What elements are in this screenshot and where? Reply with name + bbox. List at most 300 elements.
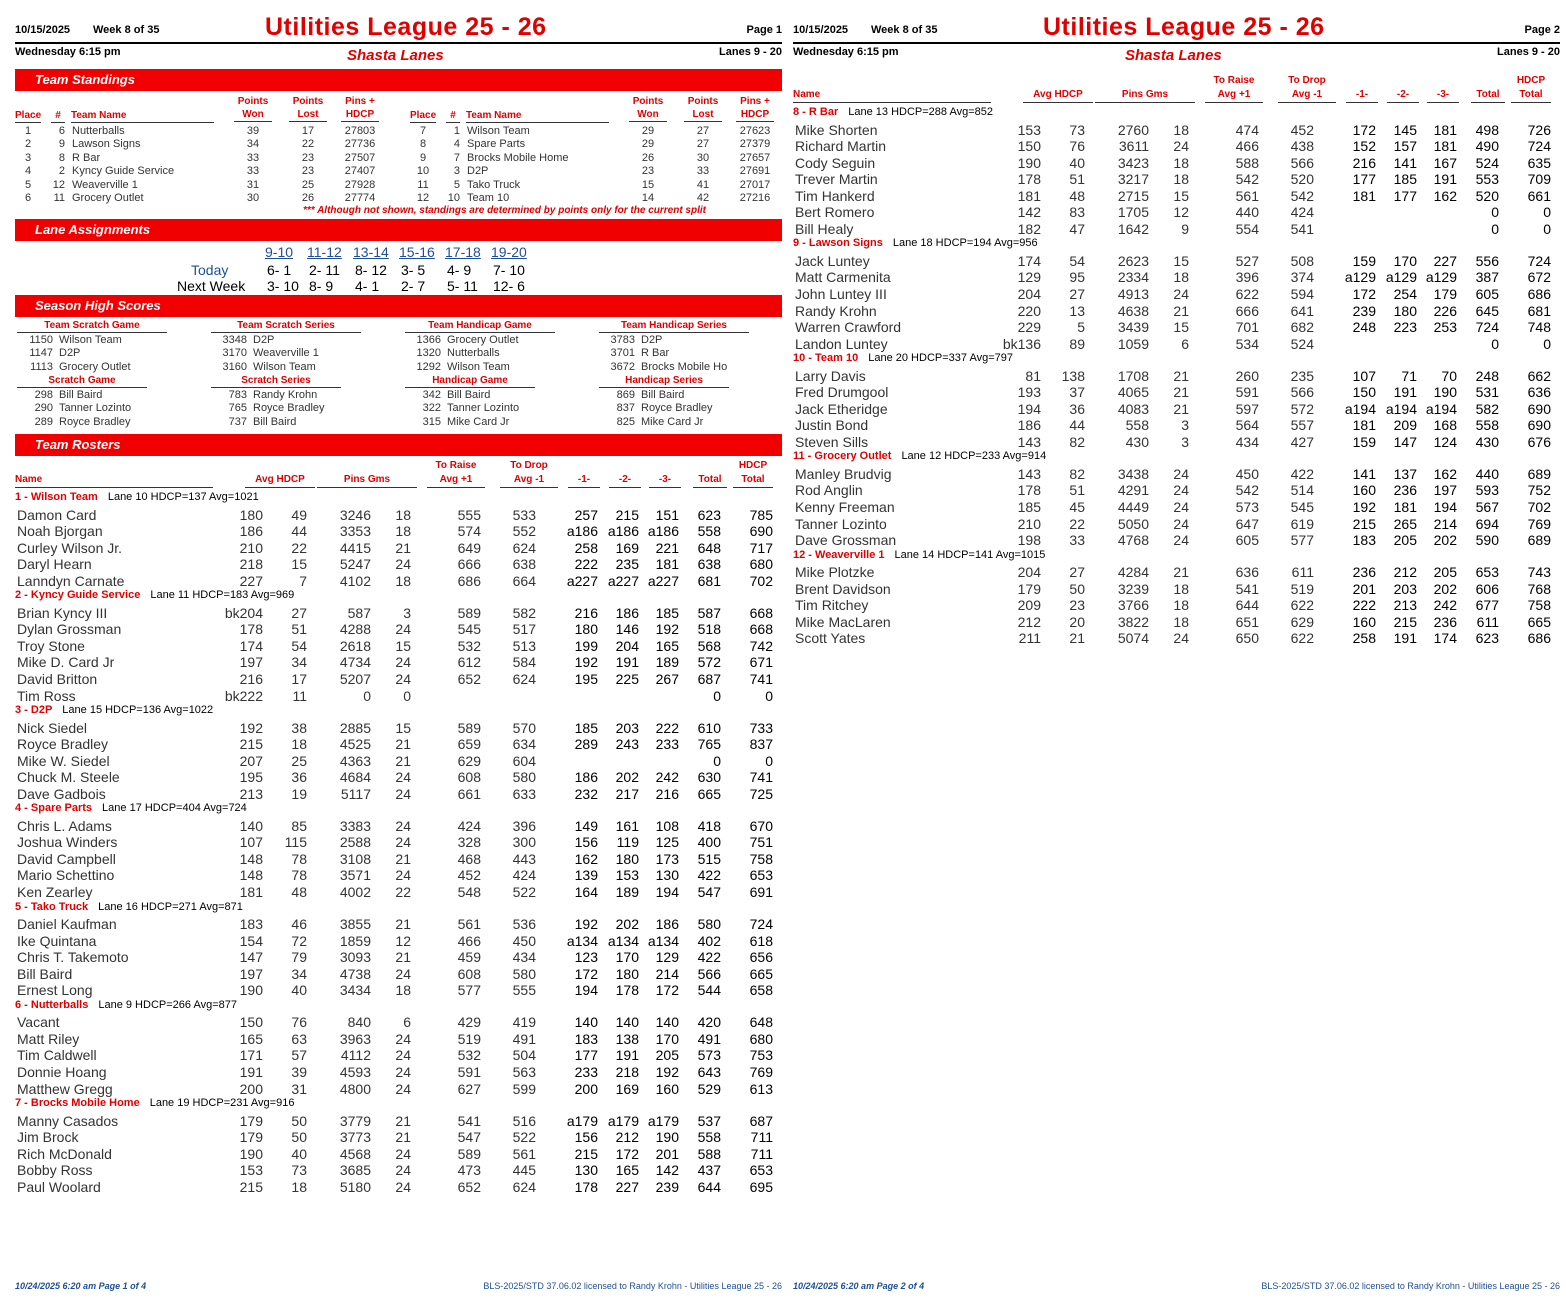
player-handicap: 50 xyxy=(291,1112,307,1129)
standings-points-lost: 26 xyxy=(301,192,315,204)
high-score-name: Mike Card Jr xyxy=(641,415,704,428)
player-pins: 2623 xyxy=(1117,252,1149,269)
player-name: Rich McDonald xyxy=(17,1145,112,1162)
player-average: 174 xyxy=(1017,252,1041,269)
player-hdcp-total: 648 xyxy=(749,1014,773,1031)
high-score-name: Royce Bradley xyxy=(253,402,325,415)
player-to-drop: 542 xyxy=(1290,187,1314,204)
team-info: Lane 12 HDCP=233 Avg=914 xyxy=(901,450,1047,463)
player-average: 191 xyxy=(239,1063,263,1080)
standings-col-place: Place xyxy=(410,110,437,121)
player-to-drop: 491 xyxy=(512,1030,536,1047)
roster-col-g2: -2- xyxy=(1387,88,1419,103)
standings-pins-hdcp: 27216 xyxy=(739,192,771,204)
player-total: 518 xyxy=(697,621,721,638)
standings-points-lost: 23 xyxy=(301,151,315,164)
player-total: 400 xyxy=(697,834,721,851)
roster-col-name: Name xyxy=(15,473,213,488)
player-name: Mike W. Siedel xyxy=(17,752,110,769)
player-to-raise: 589 xyxy=(457,719,481,736)
player-total: 422 xyxy=(697,867,721,884)
player-average: 178 xyxy=(1017,171,1041,188)
player-game-3: 186 xyxy=(655,916,679,933)
player-to-drop: 235 xyxy=(1290,367,1314,384)
high-score-entry xyxy=(599,361,727,374)
high-score-entry xyxy=(405,334,519,347)
player-hdcp-total: 768 xyxy=(1527,580,1551,597)
player-pins: 3108 xyxy=(339,850,371,867)
report-date: 10/15/2025 xyxy=(793,24,849,36)
player-total: 553 xyxy=(1475,171,1499,188)
player-to-drop: 396 xyxy=(512,817,536,834)
player-hdcp-total: 0 xyxy=(1543,204,1551,221)
high-score-value: 322 xyxy=(422,402,441,415)
player-to-drop: 450 xyxy=(512,932,536,949)
player-total: 529 xyxy=(697,1080,721,1097)
player-to-drop: 580 xyxy=(512,769,536,786)
player-average: 210 xyxy=(1017,515,1041,532)
standings-pins-hdcp: 27623 xyxy=(739,125,771,137)
today-matchup: 3- 5 xyxy=(401,262,426,278)
player-name: Mike Shorten xyxy=(795,121,878,138)
player-total: 524 xyxy=(1475,154,1499,171)
player-to-drop: 580 xyxy=(512,965,536,982)
player-name: Fred Drumgool xyxy=(795,384,889,401)
high-score-entry xyxy=(17,402,131,415)
player-handicap: 115 xyxy=(284,834,307,851)
team-info: Lane 9 HDCP=266 Avg=877 xyxy=(98,998,237,1011)
player-to-drop: 622 xyxy=(1290,597,1314,614)
player-game-2: 170 xyxy=(615,949,639,966)
high-score-value: 298 xyxy=(34,389,53,401)
player-handicap: 48 xyxy=(1069,187,1085,204)
standings-team-number: 1 xyxy=(453,125,460,137)
player-average: 190 xyxy=(1017,154,1041,171)
player-game-3: 205 xyxy=(655,1047,679,1064)
player-total: 422 xyxy=(697,949,721,966)
player-pins: 3773 xyxy=(339,1129,371,1146)
player-pins: 3685 xyxy=(339,1162,371,1179)
player-pins: 5050 xyxy=(1117,515,1149,532)
standings-points-lost: 30 xyxy=(696,151,710,164)
player-row xyxy=(15,720,782,737)
standings-points-won: 30 xyxy=(246,192,260,204)
player-game-2: 215 xyxy=(615,506,639,523)
standings-team-name: Nutterballs xyxy=(72,125,125,137)
player-handicap: 44 xyxy=(291,523,307,540)
team-info: Lane 10 HDCP=137 Avg=1021 xyxy=(107,491,259,503)
player-row xyxy=(793,171,1560,188)
player-pins: 4065 xyxy=(1117,384,1149,401)
player-name: Tim Caldwell xyxy=(17,1047,97,1064)
team-header xyxy=(15,702,213,718)
player-average: bk136 xyxy=(1002,335,1041,352)
player-game-3: 194 xyxy=(1433,499,1457,515)
team-name: 7 - Brocks Mobile Home xyxy=(15,1097,140,1110)
player-hdcp-total: 758 xyxy=(1527,597,1551,614)
standings-team-name: R Bar xyxy=(72,151,101,164)
player-hdcp-total: 653 xyxy=(749,867,773,884)
player-game-1: 258 xyxy=(1352,630,1376,647)
player-game-3: 189 xyxy=(655,654,679,671)
player-games: 18 xyxy=(1173,121,1189,138)
player-games: 18 xyxy=(395,982,411,999)
player-row xyxy=(793,303,1560,320)
player-games: 24 xyxy=(1173,138,1189,155)
roster-col-avg_hdcp: Avg HDCP xyxy=(245,473,315,488)
roster-col-pins_gms: Pins Gms xyxy=(317,473,417,488)
player-average: 179 xyxy=(239,1112,263,1129)
lane-pair-17-18[interactable]: 17-18 xyxy=(445,244,481,260)
player-handicap: 50 xyxy=(1069,580,1085,597)
high-score-value: 3701 xyxy=(610,347,635,360)
player-pins: 3439 xyxy=(1117,319,1149,336)
player-total: 547 xyxy=(697,884,721,900)
player-game-1: 139 xyxy=(574,867,598,884)
player-game-2: 235 xyxy=(615,556,639,573)
player-average: 229 xyxy=(1017,319,1041,336)
player-game-1: 162 xyxy=(574,850,598,867)
high-score-entry xyxy=(17,389,102,402)
roster-col-hdcp_total: HDCP Total xyxy=(733,459,773,488)
player-game-1: 177 xyxy=(574,1047,598,1064)
player-to-raise: 636 xyxy=(1235,564,1259,581)
player-hdcp-total: 668 xyxy=(749,604,773,621)
high-score-value: 837 xyxy=(616,402,635,415)
standings-team-number: 8 xyxy=(58,151,65,164)
player-hdcp-total: 690 xyxy=(1527,417,1551,434)
player-game-2: 191 xyxy=(1393,384,1417,401)
player-row xyxy=(793,319,1560,336)
high-score-entry xyxy=(599,402,713,415)
standings-pins-hdcp: 27657 xyxy=(739,151,771,164)
player-row xyxy=(15,1047,782,1064)
player-name: Tim Hankerd xyxy=(795,187,875,204)
high-score-entry xyxy=(211,416,296,429)
player-pins: 5117 xyxy=(340,785,371,802)
player-hdcp-total: 724 xyxy=(1527,252,1551,269)
player-name: Troy Stone xyxy=(17,637,85,654)
roster-col-pins_gms: Pins Gms xyxy=(1095,88,1195,103)
player-game-3: 165 xyxy=(655,637,679,654)
player-game-2: 217 xyxy=(615,785,639,802)
team-info: Lane 18 HDCP=194 Avg=956 xyxy=(892,237,1038,250)
player-handicap: 54 xyxy=(1069,252,1085,269)
player-handicap: 82 xyxy=(1069,465,1085,482)
player-hdcp-total: 668 xyxy=(749,621,773,638)
standings-points-lost: 42 xyxy=(696,192,710,204)
player-to-raise: 622 xyxy=(1235,285,1259,302)
venue-name: Shasta Lanes xyxy=(1125,47,1222,64)
player-hdcp-total: 695 xyxy=(749,1178,773,1195)
high-score-value: 825 xyxy=(616,415,635,428)
high-score-value: 1150 xyxy=(29,334,53,346)
player-average: 179 xyxy=(239,1129,263,1146)
standings-team-name: Grocery Outlet xyxy=(72,192,144,204)
lane-pair-15-16[interactable]: 15-16 xyxy=(399,244,435,260)
standings-place: 8 xyxy=(419,138,427,151)
player-game-1: a179 xyxy=(566,1112,598,1129)
player-total: 623 xyxy=(1475,630,1499,647)
standings-team-number: 9 xyxy=(58,138,65,151)
player-games: 21 xyxy=(395,1112,411,1129)
player-game-3: 239 xyxy=(655,1178,679,1195)
standings-col-pins: Pins + HDCP xyxy=(736,95,774,122)
standings-team-name: Kyncy Guide Service xyxy=(72,165,175,178)
player-to-raise: 466 xyxy=(1235,138,1259,155)
player-name: Dave Grossman xyxy=(795,532,897,549)
lane-pair-11-12[interactable]: 11-12 xyxy=(307,244,342,260)
player-to-drop: 516 xyxy=(512,1112,536,1129)
player-name: Donnie Hoang xyxy=(17,1063,107,1080)
player-pins: 5207 xyxy=(339,670,371,687)
player-game-1: 183 xyxy=(574,1030,598,1047)
player-to-raise: 647 xyxy=(1235,515,1259,532)
high-score-name: D2P xyxy=(641,334,663,346)
player-game-2: 205 xyxy=(1393,532,1417,549)
player-average: 153 xyxy=(1017,121,1041,138)
player-average: 180 xyxy=(239,506,263,523)
player-row xyxy=(793,581,1560,598)
player-hdcp-total: 751 xyxy=(749,834,773,851)
page-number: Page 2 xyxy=(1524,24,1560,36)
player-game-2: 191 xyxy=(615,654,639,671)
standings-team-name: Wilson Team xyxy=(467,125,530,137)
player-average: 213 xyxy=(239,785,263,802)
lane-pair-19-20[interactable]: 19-20 xyxy=(491,244,527,260)
player-games: 24 xyxy=(395,556,411,573)
player-game-3: 179 xyxy=(1433,285,1457,302)
team-info: Lane 13 HDCP=288 Avg=852 xyxy=(848,106,993,118)
player-game-1: 156 xyxy=(574,1129,598,1146)
player-games: 3 xyxy=(1181,433,1189,450)
player-name: David Britton xyxy=(17,670,98,687)
standings-pins-hdcp: 27379 xyxy=(739,138,771,151)
player-to-drop: 638 xyxy=(512,556,536,573)
player-hdcp-total: 702 xyxy=(1527,499,1551,515)
player-game-3: 190 xyxy=(655,1129,679,1146)
player-pins: 840 xyxy=(347,1014,371,1031)
lane-pair-9-10[interactable]: 9-10 xyxy=(265,244,294,260)
player-to-raise: 591 xyxy=(1235,384,1259,401)
player-game-1: 159 xyxy=(1352,252,1376,269)
player-game-1: 159 xyxy=(1352,433,1376,450)
standings-points-lost: 23 xyxy=(301,165,315,178)
player-games: 24 xyxy=(1173,630,1189,647)
player-game-1: 107 xyxy=(1352,367,1376,384)
standings-place: 10 xyxy=(416,165,430,178)
player-hdcp-total: 636 xyxy=(1527,384,1551,401)
page-header xyxy=(793,0,1560,68)
player-game-3: 124 xyxy=(1433,433,1457,450)
player-game-3: 205 xyxy=(1433,564,1457,581)
player-pins: 1059 xyxy=(1117,335,1149,352)
player-name: Bobby Ross xyxy=(17,1162,93,1179)
player-total: 623 xyxy=(697,506,721,523)
player-total: 590 xyxy=(1475,532,1499,549)
player-row xyxy=(793,482,1560,499)
team-info: Lane 20 HDCP=337 Avg=797 xyxy=(868,352,1013,365)
player-game-1: 233 xyxy=(574,1063,598,1080)
player-hdcp-total: 837 xyxy=(749,736,773,753)
high-score-name: Randy Krohn xyxy=(253,389,318,401)
standings-row xyxy=(15,152,782,165)
player-to-raise: 577 xyxy=(457,982,481,999)
player-to-raise: 561 xyxy=(457,916,481,933)
player-pins: 3353 xyxy=(339,523,371,540)
player-average: 143 xyxy=(1017,465,1041,482)
player-handicap: 40 xyxy=(1069,154,1085,171)
player-handicap: 38 xyxy=(291,719,307,736)
player-pins: 4593 xyxy=(339,1063,371,1080)
player-name: Matthew Gregg xyxy=(17,1080,113,1097)
player-game-3: 233 xyxy=(655,736,679,753)
high-score-value: 1113 xyxy=(30,360,53,373)
player-game-1: 236 xyxy=(1352,564,1376,581)
player-average: 218 xyxy=(239,556,263,573)
player-total: 765 xyxy=(697,736,721,753)
player-to-raise: 605 xyxy=(1235,532,1259,549)
player-total: 687 xyxy=(697,670,721,687)
player-row xyxy=(15,1064,782,1081)
player-pins: 2760 xyxy=(1117,121,1149,138)
player-average: 197 xyxy=(239,654,263,671)
player-average: 171 xyxy=(239,1047,263,1064)
player-game-3: 181 xyxy=(1433,138,1457,155)
team-header xyxy=(793,350,1013,366)
player-hdcp-total: 687 xyxy=(749,1112,773,1129)
player-pins: 4102 xyxy=(339,572,371,589)
player-handicap: 95 xyxy=(1069,269,1085,286)
player-total: 440 xyxy=(1475,465,1499,482)
player-to-raise: 561 xyxy=(1235,187,1259,204)
player-to-raise: 650 xyxy=(1235,630,1259,647)
player-row xyxy=(15,834,782,851)
player-to-raise: 573 xyxy=(1235,499,1259,515)
player-to-drop: 427 xyxy=(1290,433,1314,450)
standings-points-won: 31 xyxy=(246,178,260,191)
player-pins: 4913 xyxy=(1117,285,1149,302)
player-pins: 4638 xyxy=(1117,302,1149,319)
venue-name: Shasta Lanes xyxy=(347,47,444,64)
player-handicap: 51 xyxy=(1069,171,1085,188)
player-average: 211 xyxy=(1018,630,1041,647)
player-handicap: 78 xyxy=(291,867,307,884)
player-row xyxy=(15,540,782,557)
player-games: 12 xyxy=(395,932,411,949)
player-row xyxy=(793,368,1560,385)
player-row xyxy=(15,638,782,655)
player-row xyxy=(793,401,1560,418)
high-score-entry xyxy=(211,347,319,360)
player-games: 21 xyxy=(395,1129,411,1146)
player-to-drop: 517 xyxy=(512,621,536,638)
high-scores-banner: Season High Scores xyxy=(15,295,782,317)
player-games: 18 xyxy=(395,523,411,540)
player-games: 24 xyxy=(395,834,411,851)
player-game-2: 186 xyxy=(615,604,639,621)
player-pins: 2715 xyxy=(1117,187,1149,204)
player-game-1: 192 xyxy=(574,654,598,671)
lane-pair-13-14[interactable]: 13-14 xyxy=(353,244,389,260)
team-header xyxy=(15,1095,294,1111)
player-game-3: 162 xyxy=(1433,465,1457,482)
player-average: 178 xyxy=(1017,482,1041,499)
player-to-raise: 534 xyxy=(1235,335,1259,352)
team-header xyxy=(793,547,1045,563)
player-average: 142 xyxy=(1017,204,1041,221)
player-game-1: 172 xyxy=(1352,121,1376,138)
player-to-raise: 597 xyxy=(1235,400,1259,417)
standings-points-lost: 25 xyxy=(301,178,315,191)
player-to-raise: 589 xyxy=(457,604,481,621)
high-score-entry xyxy=(211,402,325,415)
high-score-value: 1366 xyxy=(416,334,441,346)
player-games: 18 xyxy=(395,572,411,589)
player-game-2: 265 xyxy=(1393,515,1417,532)
page-header xyxy=(15,0,782,68)
player-name: Lanndyn Carnate xyxy=(17,572,125,589)
player-handicap: 46 xyxy=(291,916,307,933)
player-pins: 3246 xyxy=(339,506,371,523)
player-average: bk204 xyxy=(224,604,263,621)
player-average: 179 xyxy=(1017,580,1041,597)
standings-team-name: Team 10 xyxy=(467,192,510,204)
player-game-2: 191 xyxy=(615,1047,639,1064)
player-average: 186 xyxy=(1017,417,1041,434)
player-average: 150 xyxy=(1017,138,1041,155)
player-to-drop: 504 xyxy=(512,1047,536,1064)
player-to-drop: 619 xyxy=(1290,515,1314,532)
standings-team-name: Lawson Signs xyxy=(72,138,141,151)
player-total: 611 xyxy=(1476,613,1499,630)
team-header xyxy=(793,448,1046,464)
player-total: 567 xyxy=(1475,499,1499,515)
player-to-drop: 424 xyxy=(512,867,536,884)
player-pins: 4568 xyxy=(339,1145,371,1162)
player-game-3: 194 xyxy=(655,884,679,900)
player-total: 387 xyxy=(1475,269,1499,286)
player-name: Mario Schettino xyxy=(17,867,115,884)
player-game-2: 202 xyxy=(615,916,639,933)
report-date: 10/15/2025 xyxy=(15,24,71,36)
player-total: 0 xyxy=(1491,335,1499,352)
player-hdcp-total: 741 xyxy=(749,769,773,786)
page-1 xyxy=(15,0,782,1309)
player-average: 212 xyxy=(1017,613,1041,630)
player-games: 24 xyxy=(395,1178,411,1195)
lane-assignments-banner: Lane Assignments xyxy=(15,219,782,241)
player-handicap: 72 xyxy=(291,932,307,949)
player-game-1: 140 xyxy=(574,1014,598,1031)
player-games: 24 xyxy=(395,1030,411,1047)
player-to-raise: 588 xyxy=(1235,154,1259,171)
player-to-raise: 666 xyxy=(1235,302,1259,319)
player-total: 558 xyxy=(1475,417,1499,434)
player-game-1: 160 xyxy=(1352,613,1376,630)
player-average: 215 xyxy=(239,1178,263,1195)
player-handicap: 18 xyxy=(291,1178,307,1195)
player-average: 153 xyxy=(239,1162,263,1179)
player-game-3: 226 xyxy=(1433,302,1457,319)
team-name: 6 - Nutterballs xyxy=(15,998,89,1011)
player-pins: 4768 xyxy=(1117,532,1149,549)
player-games: 21 xyxy=(395,850,411,867)
standings-pins-hdcp: 27928 xyxy=(344,178,376,191)
player-average: 195 xyxy=(239,769,263,786)
player-name: Mike MacLaren xyxy=(795,613,891,630)
player-to-raise: 473 xyxy=(457,1162,481,1179)
